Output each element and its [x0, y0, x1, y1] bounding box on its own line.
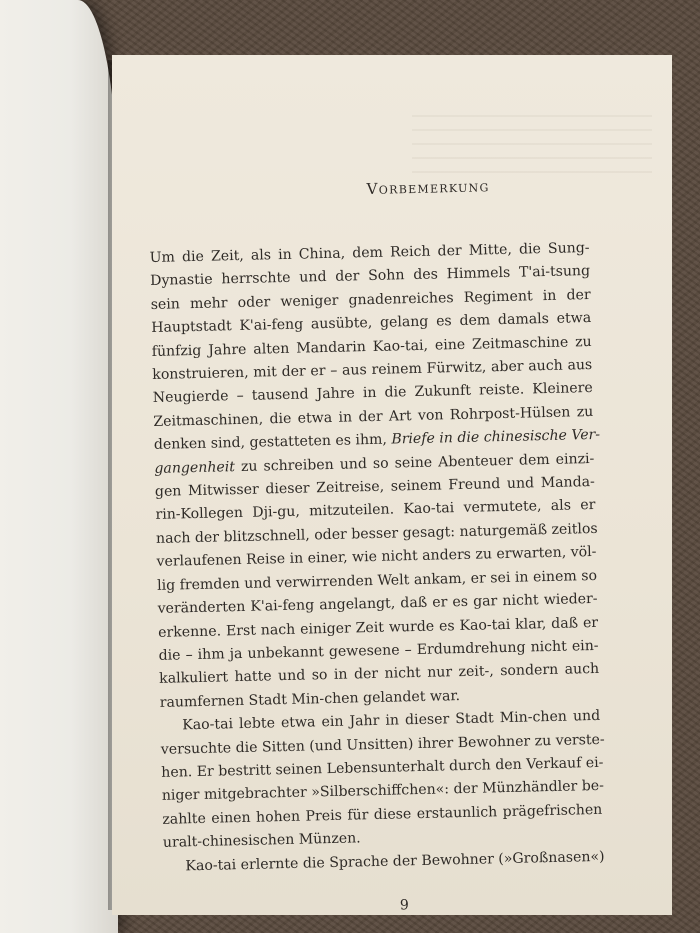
book-title-italic: Briefe in die chinesische Ver- [391, 427, 601, 448]
text-line: Dynastie herrschte und der Sohn des Himmels T'ai-tsung [150, 263, 591, 290]
text-line: fünfzig Jahre alten Mandarin Kao-tai, eine Zeitmaschine zu [151, 333, 592, 360]
text-line: nach der blitzschnell, oder besser gesagt: naturgemäß zeitlos [155, 520, 598, 547]
show-through-text [412, 115, 652, 175]
chapter-heading: Vorbemerkung [366, 177, 490, 199]
text-line: erkenne. Erst nach einiger Zeit wurde es Kao-tai klar, daß er [157, 614, 599, 641]
paragraph-1 [149, 237, 600, 715]
paragraph-2 [160, 705, 603, 855]
text-line: kalkuliert hatte und so in der nicht nur zeit-, sondern auch [159, 661, 600, 688]
text-line: konstruieren, mit der er – aus reinem Fürwitz, aber auch aus [152, 357, 593, 383]
text-segment: denken sind, gestatteten es ihm, [153, 431, 392, 454]
facing-page-left [0, 0, 118, 933]
text-line: lig fremden und verwirrenden Welt ankam, er sei in einem so [156, 567, 598, 594]
text-line: Zeitmaschinen, die etwa in der Art von Rohrpost-Hülsen zu [153, 403, 594, 430]
text-line: niger mitgebrachter »Silberschiffchen«: der Münzhändler be- [161, 778, 605, 805]
text-line: Hauptstadt K'ai-feng ausübte, gelang es dem damals etwa [151, 310, 592, 337]
text-line: rin-Kollegen Dji-gu, mitzuteilen. Kao-tai vermutete, als er [155, 497, 596, 524]
text-line: verlaufenen Reise in einer, wie nicht anders zu erwarten, völ- [156, 544, 597, 571]
text-line: raumfernen Stadt Min-chen gelandet war. [159, 687, 461, 711]
page-number: 9 [399, 897, 410, 914]
text-line: hen. Er bestritt seinen Lebensunterhalt durch den Verkauf ei- [161, 754, 604, 781]
text-line: veränderten K'ai-feng angelangt, daß er es gar nicht wieder- [157, 591, 598, 617]
page-content [148, 175, 605, 919]
text-line: versuchte die Sitten (und Unsitten) ihrer Bewohner zu verste- [160, 731, 605, 758]
text-line: die – ihm ja unbekannt gewesene – Erdumdrehung nicht ein- [158, 637, 599, 664]
text-line: Kao-tai erlernte die Sprache der Bewohner (»Großnasen«) [185, 848, 605, 874]
text-line: uralt-chinesischen Münzen. [162, 830, 361, 851]
text-segment: zu schreiben und so seine Abenteuer dem einzi- [234, 450, 595, 475]
text-line: Um die Zeit, als in China, dem Reich der Mitte, die Sung- [149, 240, 590, 266]
text-line: sein mehr oder weniger gnadenreiches Regiment in der [150, 286, 591, 313]
text-line: zahlte einen hohen Preis für diese erstaunlich prägefrischen [162, 801, 603, 828]
text-line: Kao-tai lebte etwa ein Jahr in dieser Stadt Min-chen und [182, 708, 601, 734]
book-title-italic: gangenheit [154, 458, 236, 477]
text-line: gen Mitwisser dieser Zeitreise, seinem Freund und Manda- [154, 474, 596, 500]
text-line: Neugierde – tausend Jahre in die Zukunft reiste. Kleinere [152, 380, 593, 407]
